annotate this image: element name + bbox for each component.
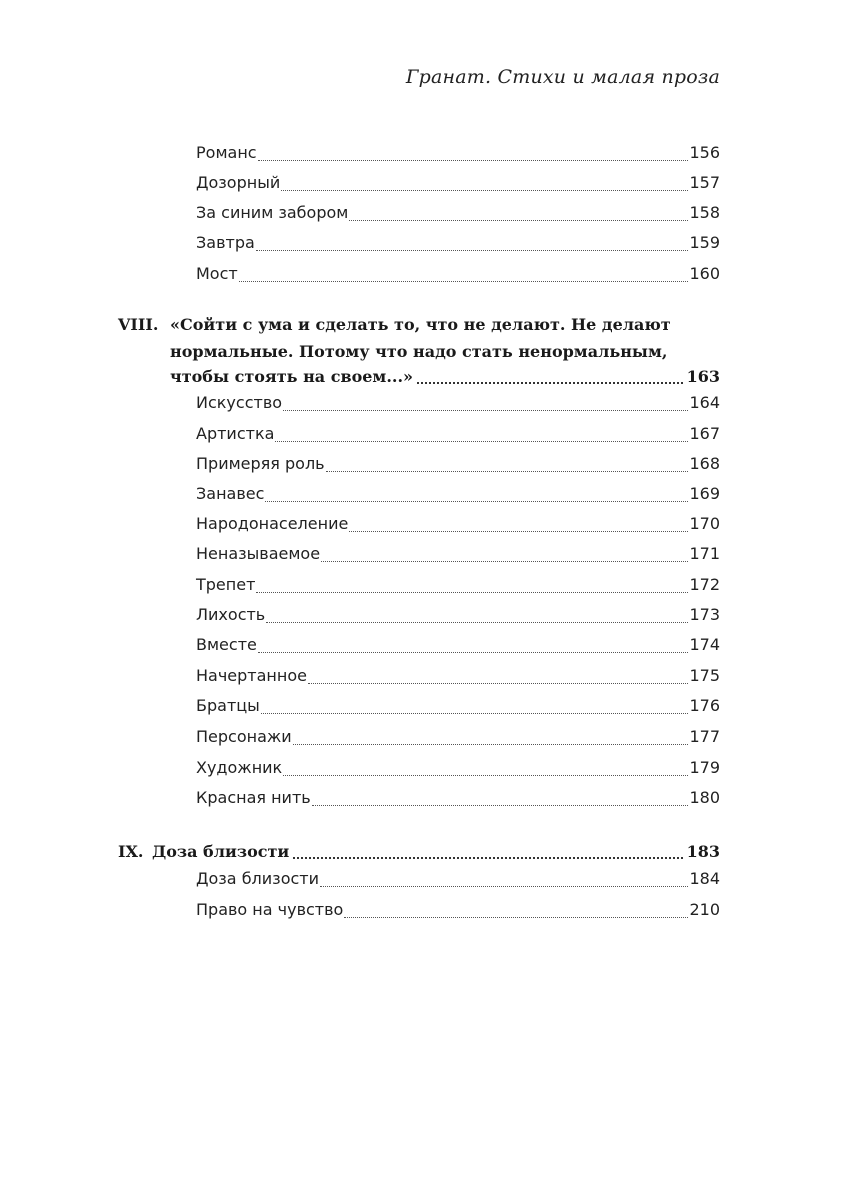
toc-entry-title: Завтра <box>196 233 255 252</box>
toc-entry[interactable] <box>196 897 720 923</box>
toc-entry-title: Художник <box>196 758 283 777</box>
toc-entry-page: 176 <box>689 696 720 715</box>
dot-leader <box>308 683 688 684</box>
dot-leader <box>417 382 683 384</box>
toc-entry-title: Примеряя роль <box>196 454 325 473</box>
toc-entry[interactable] <box>196 421 720 447</box>
dot-leader <box>266 622 688 623</box>
dot-leader <box>293 744 689 745</box>
part-page: 183 <box>686 842 720 861</box>
dot-leader <box>344 917 688 918</box>
toc-entry-title: Неназываемое <box>196 544 321 563</box>
toc-entry-page: 177 <box>689 727 720 746</box>
toc-entry[interactable] <box>196 632 720 658</box>
toc-entry-title: Народонаселение <box>196 514 349 533</box>
toc-entry-title: Мост <box>196 264 238 283</box>
toc-entry-page: 174 <box>689 635 720 654</box>
toc-entry-page: 158 <box>689 203 720 222</box>
part-title-line: нормальные. Потому что надо стать ненормальным, <box>170 342 668 361</box>
toc-entry[interactable] <box>196 261 720 287</box>
toc-part-8[interactable] <box>118 312 720 392</box>
toc-entry-title: Персонажи <box>196 727 292 746</box>
toc-entry[interactable] <box>196 451 720 477</box>
part-numeral: VIII. <box>118 315 159 334</box>
dot-leader <box>256 592 688 593</box>
toc-entry-title: Трепет <box>196 575 256 594</box>
running-head: Гранат. Стихи и малая проза <box>405 66 720 88</box>
toc-entry-page: 170 <box>689 514 720 533</box>
toc-entry[interactable] <box>196 200 720 226</box>
dot-leader <box>293 857 682 859</box>
part-title-line: Доза близости <box>152 842 290 861</box>
toc-entry[interactable] <box>196 390 720 416</box>
toc-entry-page: 184 <box>689 869 720 888</box>
toc-entry[interactable] <box>196 755 720 781</box>
dot-leader <box>349 531 688 532</box>
toc-entry-title: Братцы <box>196 696 260 715</box>
dot-leader <box>321 561 688 562</box>
dot-leader <box>283 775 688 776</box>
dot-leader <box>281 190 688 191</box>
toc-entry-page: 210 <box>689 900 720 919</box>
toc-entry-title: Красная нить <box>196 788 311 807</box>
toc-entry-title: Дозорный <box>196 173 281 192</box>
toc-entry-title: Лихость <box>196 605 266 624</box>
toc-entry-page: 180 <box>689 788 720 807</box>
toc-entry-title: Артистка <box>196 424 275 443</box>
dot-leader <box>349 220 688 221</box>
toc-entry-title: Искусство <box>196 393 283 412</box>
toc-entry[interactable] <box>196 724 720 750</box>
dot-leader <box>261 713 689 714</box>
toc-entry-page: 175 <box>689 666 720 685</box>
toc-entry[interactable] <box>196 541 720 567</box>
toc-entry-title: Начертанное <box>196 666 307 685</box>
dot-leader <box>256 250 689 251</box>
dot-leader <box>275 441 688 442</box>
dot-leader <box>312 805 689 806</box>
toc-entry-page: 171 <box>689 544 720 563</box>
toc-entry-title: Право на чувство <box>196 900 344 919</box>
toc-entry-title: Доза близости <box>196 869 319 888</box>
part-title-line: чтобы стоять на своем...» <box>170 367 414 386</box>
toc-entry[interactable] <box>196 230 720 256</box>
toc-entry-page: 173 <box>689 605 720 624</box>
dot-leader <box>265 501 688 502</box>
part-numeral: IX. <box>118 842 144 861</box>
toc-entry[interactable] <box>196 511 720 537</box>
toc-entry-title: За синим забором <box>196 203 349 222</box>
toc-entry[interactable] <box>196 140 720 166</box>
dot-leader <box>320 886 688 887</box>
toc-entry[interactable] <box>196 481 720 507</box>
toc-entry-page: 179 <box>689 758 720 777</box>
toc-entry[interactable] <box>196 785 720 811</box>
toc-entry-page: 160 <box>689 264 720 283</box>
toc-entry-page: 169 <box>689 484 720 503</box>
toc-entry-page: 159 <box>689 233 720 252</box>
dot-leader <box>239 281 689 282</box>
toc-entry-page: 156 <box>689 143 720 162</box>
dot-leader <box>326 471 689 472</box>
toc-entry[interactable] <box>196 866 720 892</box>
toc-entry[interactable] <box>196 663 720 689</box>
toc-entry-page: 168 <box>689 454 720 473</box>
part-title-lastline <box>152 839 720 865</box>
toc-entry-title: Занавес <box>196 484 265 503</box>
toc-entry-page: 167 <box>689 424 720 443</box>
part-title-line: «Сойти с ума и сделать то, что не делают. Не делают <box>170 315 671 334</box>
toc-part-9[interactable] <box>118 839 720 865</box>
toc-entry-page: 172 <box>689 575 720 594</box>
toc-entry-title: Вместе <box>196 635 257 654</box>
toc-entry-title: Романс <box>196 143 257 162</box>
toc-entry[interactable] <box>196 693 720 719</box>
toc-entry[interactable] <box>196 572 720 598</box>
toc-entry[interactable] <box>196 602 720 628</box>
dot-leader <box>258 652 689 653</box>
toc-entry-page: 164 <box>689 393 720 412</box>
toc-entry[interactable] <box>196 170 720 196</box>
toc-entry-page: 157 <box>689 173 720 192</box>
part-page: 163 <box>686 367 720 386</box>
dot-leader <box>258 160 689 161</box>
dot-leader <box>283 410 688 411</box>
part-title-lastline <box>170 364 720 390</box>
